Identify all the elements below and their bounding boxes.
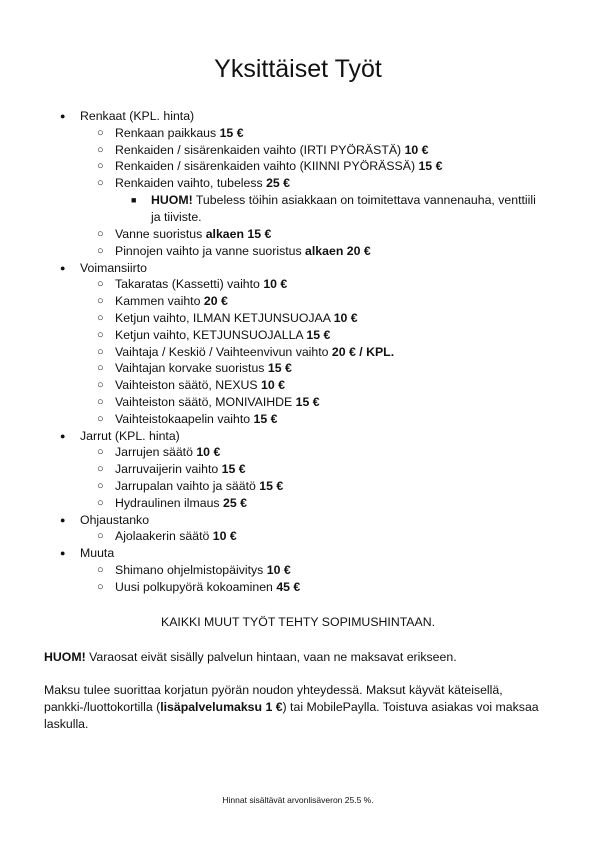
category-heading [80, 108, 194, 125]
item-text: Vanne suoristus [115, 227, 206, 241]
note-lead: HUOM! [151, 193, 193, 207]
price-item [115, 411, 277, 428]
item-text: Renkaiden vaihto, tubeless [115, 176, 267, 191]
item-text: Hydraulinen ilmaus [115, 495, 223, 510]
item-bullet: ○ [97, 345, 104, 358]
price-item [115, 444, 220, 461]
item-price: 15 € [219, 125, 244, 140]
item-text: Jarrujen säätö [115, 445, 197, 460]
item-bullet: ○ [97, 396, 104, 408]
item-bullet: ○ [97, 480, 104, 492]
category-bullet: ● [60, 548, 66, 559]
item-price: 45 € [276, 579, 301, 594]
item-text: Uusi polkupyörä kokoaminen [115, 579, 277, 594]
item-bullet: ○ [97, 463, 104, 476]
payment-note-before: Maksu tulee suorittaa korjatun pyörän noudon yhteydessä. Maksut käyvät käteisellä, pankki-/luottokortilla ( [44, 683, 503, 714]
parts-note-lead: HUOM! [44, 650, 86, 664]
item-bullet: ○ [97, 328, 104, 341]
payment-note-after: ) tai MobilePaylla. Toistuva asiakas voi maksaa laskulla. [44, 700, 539, 731]
price-item [115, 226, 271, 243]
item-text: Ketjun vaihto, KETJUNSUOJALLA [115, 327, 307, 342]
payment-note-fee: lisäpalvelumaksu 1 € [160, 700, 283, 714]
item-price: 10 € [196, 445, 221, 460]
item-bullet: ○ [97, 496, 104, 509]
category-heading [80, 512, 149, 529]
contract-note: KAIKKI MUUT TYÖT TEHTY SOPIMUSHINTAAN. [161, 615, 435, 629]
item-price: 10 € [333, 311, 358, 325]
item-text: Renkaiden / sisärenkaiden vaihto (IRTI PYÖRÄSTÄ) [115, 142, 405, 157]
category-bullet: ● [60, 111, 66, 121]
item-bullet: ○ [97, 564, 104, 576]
item-price: 10 € [404, 142, 429, 157]
price-item [115, 175, 290, 192]
price-item [115, 142, 429, 159]
item-text: Vaihtaja / Keskiö / Vaihteenvivun vaihto [115, 344, 332, 359]
category-bullet: ● [60, 514, 66, 525]
item-text: Shimano ohjelmistopäivitys [115, 563, 267, 577]
item-note [151, 192, 541, 226]
price-item [115, 243, 371, 260]
price-item [115, 394, 320, 411]
item-text: Muuta [80, 546, 115, 561]
price-item [115, 344, 394, 361]
item-bullet: ○ [97, 580, 104, 593]
price-item [115, 461, 246, 478]
item-price: alkaen 20 € [305, 243, 371, 258]
item-bullet: ○ [97, 228, 104, 240]
parts-note [44, 649, 556, 666]
item-text: Takaratas (Kassetti) vaihto [115, 277, 264, 292]
note-bullet: ■ [131, 195, 137, 205]
item-text: Pinnojen vaihto ja vanne suoristus [115, 243, 306, 258]
item-price: 15 € [221, 462, 246, 477]
item-price: 10 € [263, 277, 288, 292]
price-item [115, 276, 287, 293]
item-price: 10 € [266, 563, 291, 577]
item-price: 10 € [261, 378, 285, 393]
item-bullet: ○ [97, 362, 104, 375]
item-price: 15 € [253, 411, 278, 426]
item-bullet: ○ [97, 278, 104, 291]
category-heading [80, 260, 147, 277]
price-item [115, 310, 358, 327]
item-bullet: ○ [97, 126, 104, 139]
item-text: Vaihtajan korvake suoristus [115, 361, 268, 376]
price-item [115, 377, 285, 394]
price-item [115, 293, 228, 310]
item-price: 15 € [267, 361, 292, 376]
item-text: Kammen vaihto [115, 294, 204, 309]
category-bullet: ● [60, 262, 66, 273]
item-price: 25 € [266, 176, 291, 191]
item-text: Renkaiden / sisärenkaiden vaihto (KIINNI PYÖRÄSSÄ) [115, 159, 419, 174]
item-text: Ajolaakerin säätö [115, 529, 213, 544]
item-bullet: ○ [97, 244, 104, 257]
item-text: Renkaat (KPL. hinta) [80, 109, 195, 123]
item-text: Tubeless töihin asiakkaan on toimitettava vannenauha, venttiili ja tiiviste. [151, 193, 536, 224]
item-bullet: ○ [97, 530, 104, 543]
item-text: Ketjun vaihto, ILMAN KETJUNSUOJAA [115, 311, 334, 325]
item-text: Jarruvaijerin vaihto [115, 462, 222, 477]
item-bullet: ○ [97, 160, 104, 173]
category-heading [80, 545, 114, 562]
item-price: 20 € [203, 294, 228, 309]
item-text: Ohjaustanko [80, 512, 150, 527]
item-bullet: ○ [97, 143, 104, 156]
price-item [115, 327, 330, 344]
category-bullet: ● [60, 430, 66, 441]
item-text: Renkaan paikkaus [115, 125, 220, 140]
item-text: Vaihteistokaapelin vaihto [115, 411, 254, 426]
price-item [115, 528, 237, 545]
item-bullet: ○ [97, 177, 104, 190]
item-bullet: ○ [97, 295, 104, 308]
item-price: alkaen 15 € [205, 227, 272, 241]
item-bullet: ○ [97, 446, 104, 459]
parts-note-text: Varaosat eivät sisälly palvelun hintaan, vaan ne maksavat erikseen. [85, 650, 457, 664]
item-price: 20 € / KPL. [331, 344, 395, 359]
category-heading [80, 428, 180, 445]
price-item [115, 562, 291, 579]
price-item [115, 158, 442, 175]
item-text: Voimansiirto [80, 260, 147, 275]
item-text: Vaihteiston säätö, MONIVAIHDE [115, 395, 296, 409]
item-price: 15 € [295, 395, 320, 409]
price-item [115, 495, 247, 512]
item-text: Jarrut (KPL. hinta) [80, 428, 180, 443]
price-item [115, 360, 292, 377]
item-price: 25 € [223, 495, 247, 510]
price-item [115, 579, 300, 596]
item-price: 15 € [259, 479, 284, 493]
item-text: Jarrupalan vaihto ja säätö [115, 479, 260, 493]
page-title: Yksittäiset Työt [214, 55, 382, 83]
price-item [115, 478, 283, 495]
item-text: Vaihteiston säätö, NEXUS [115, 378, 262, 393]
item-bullet: ○ [97, 379, 104, 392]
item-bullet: ○ [97, 412, 104, 425]
payment-note [44, 682, 556, 733]
item-price: 10 € [212, 529, 237, 544]
item-price: 15 € [418, 159, 443, 174]
item-price: 15 € [306, 327, 331, 342]
item-bullet: ○ [97, 312, 104, 324]
vat-footer: Hinnat sisältävät arvonlisäveron 25.5 %. [222, 795, 374, 805]
price-item [115, 125, 244, 142]
